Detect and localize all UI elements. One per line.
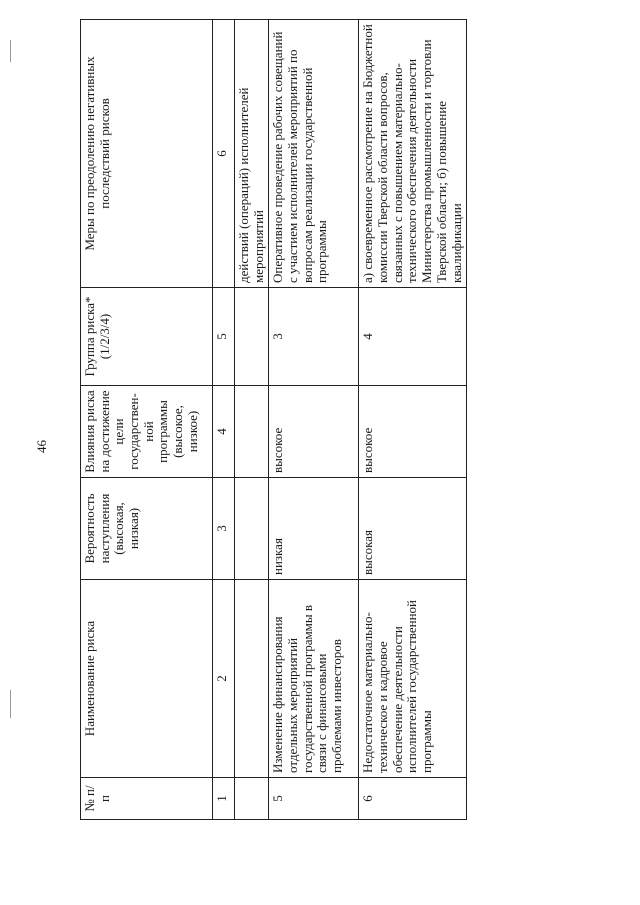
table-cell xyxy=(235,580,269,778)
table-cell xyxy=(235,478,269,580)
table-row xyxy=(269,20,359,820)
group-cell: 3 xyxy=(269,288,359,386)
probability-cell: низкая xyxy=(269,478,359,580)
table-cell xyxy=(235,778,269,820)
column-number: 3 xyxy=(213,478,235,580)
column-number-row xyxy=(213,20,235,820)
risk-table-container xyxy=(80,20,464,820)
column-number: 4 xyxy=(213,386,235,478)
table-cell xyxy=(235,386,269,478)
margin-mark-top xyxy=(10,40,11,62)
risk-name-cell: Недостаточное материально-техническое и кадровое обеспечение деятельности исполнителей государственной программы xyxy=(359,580,467,778)
table-cell xyxy=(235,288,269,386)
risk-name-cell: Изменение финансирования отдельных мероприятий государственной программы в связи с финансовыми проблемами инвесторов xyxy=(269,580,359,778)
header-cell-impact: Влияния риска на достижение цели государствен-ной программы (высокое, низкое) xyxy=(81,386,213,478)
header-cell-probability: Вероятность наступления (высокая, низкая) xyxy=(81,478,213,580)
header-cell-group: Группа риска* (1/2/3/4) xyxy=(81,288,213,386)
column-number: 1 xyxy=(213,778,235,820)
header-cell-number: № п/п xyxy=(81,778,213,820)
header-cell-measures: Меры по преодолению негативных последствий рисков xyxy=(81,20,213,288)
margin-mark-bottom xyxy=(10,690,11,718)
impact-cell: высокое xyxy=(269,386,359,478)
continuation-row xyxy=(235,20,269,820)
continuation-measures-cell: действий (операций) исполнителей мероприятий xyxy=(235,20,269,288)
table-row xyxy=(359,20,467,820)
header-row xyxy=(81,20,213,820)
page-number: 46 xyxy=(34,440,49,453)
column-number: 6 xyxy=(213,20,235,288)
measures-cell: а) своевременное рассмотрение на Бюджетной комиссии Тверской области вопросов, связанных с повышением материально-технического обеспечения деятельности Министерства промышленности и торговли Тверской области; б) повышение квалификации xyxy=(359,20,467,288)
column-number: 5 xyxy=(213,288,235,386)
row-number: 6 xyxy=(359,778,467,820)
group-cell: 4 xyxy=(359,288,467,386)
measures-cell: Оперативное проведение рабочих совещаний с участием исполнителей мероприятий по вопросам реализации государственной программы xyxy=(269,20,359,288)
row-number: 5 xyxy=(269,778,359,820)
header-cell-risk-name: Наименование риска xyxy=(81,580,213,778)
column-number: 2 xyxy=(213,580,235,778)
risk-table xyxy=(80,19,467,820)
impact-cell: высокое xyxy=(359,386,467,478)
probability-cell: высокая xyxy=(359,478,467,580)
